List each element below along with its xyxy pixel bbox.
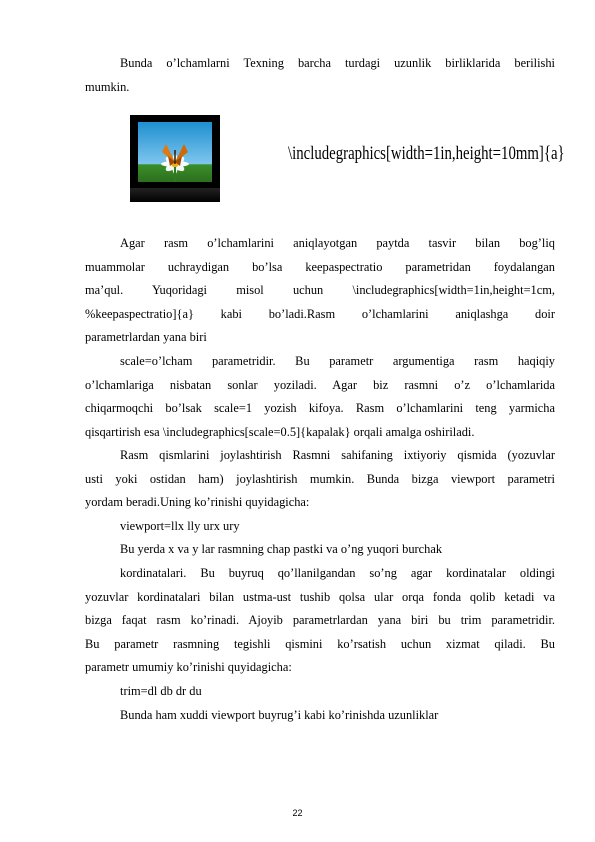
- intro-paragraph: [85, 52, 555, 76]
- butterfly-image: [130, 115, 220, 202]
- text-line: usti yoki ostidan ham) joylashtirish mumkin. Bunda bizga viewport parametri: [85, 471, 555, 486]
- text-line: parametr umumiy ko’rinishi quyidagicha:: [85, 660, 292, 674]
- paragraph-5: [85, 538, 555, 562]
- paragraph-1: [85, 232, 555, 326]
- text-line: parametrlardan yana biri: [85, 330, 207, 344]
- text-line: yordam beradi.Uning ko’rinishi quyidagicha:: [85, 495, 310, 509]
- paragraph-3: [85, 444, 555, 491]
- text-line: trim=dl db dr du: [120, 684, 202, 698]
- text-line: Agar rasm o’lchamlarini aniqlayotgan paytda tasvir bilan bog’liq: [120, 236, 555, 250]
- text-line: Bu yerda x va y lar rasmning chap pastki va o’ng yuqori burchak: [120, 542, 443, 556]
- image-frame-base: [130, 188, 220, 202]
- text-line: qisqartirish esa \includegraphics[scale=0.5]{kapalak} orqali amalga oshiriladi.: [85, 425, 475, 439]
- text-line: kordinatalari. Bu buyruq qo’llanilgandan so’ng agar kordinatalar oldingi: [120, 566, 555, 580]
- text-line: mumkin.: [85, 80, 130, 94]
- paragraph-1-end: [85, 326, 555, 350]
- text-line: Bunda ham xuddi viewport buyrug’i kabi ko’rinishda uzunliklar: [120, 708, 439, 722]
- text-line: scale=o’lcham parametridir. Bu parametr argumentiga rasm haqiqiy: [120, 354, 555, 368]
- text-line: bizga faqat rasm ko’rinadi. Ajoyib parametrlardan yana biri bu trim parametridir.: [85, 613, 555, 627]
- image-content: [138, 122, 212, 182]
- paragraph-6: [85, 562, 555, 656]
- paragraph-2: [85, 350, 555, 421]
- text-line: %keepaspectratio]{a} kabi bo’ladi.Rasm o’lchamlarini aniqlashga doir: [85, 306, 555, 321]
- paragraph-2-end: [85, 421, 555, 445]
- text-line: muammolar uchraydigan bo’lsa keepaspectratio parametridan foydalangan: [85, 259, 555, 274]
- paragraph-6-end: [85, 656, 555, 680]
- paragraph-4: [85, 515, 555, 539]
- intro-paragraph-end: [85, 76, 555, 100]
- text-line: chiqarmoqchi bo’lsak scale=1 yozish kifoya. Rasm o’lchamlarini teng yarmicha: [85, 401, 555, 415]
- paragraph-3-end: [85, 491, 555, 515]
- butterfly-flower-icon: [138, 122, 212, 182]
- paragraph-8: [85, 704, 555, 728]
- text-line: Bu parametr rasmning tegishli qismini ko’rsatish uchun xizmat qiladi. Bu: [85, 636, 555, 651]
- text-line: Bunda o’lchamlarni Texning barcha turdagi uzunlik birliklarida berilishi: [120, 56, 555, 70]
- text-line: yozuvlar kordinatalari bilan ustma-ust tushib qolsa ular orqa fonda qolib ketadi va: [85, 589, 555, 604]
- paragraph-7: [85, 680, 555, 704]
- text-line: ma’qul. Yuqoridagi misol uchun \includegraphics[width=1in,height=1cm,: [85, 283, 555, 297]
- page-number: 22: [292, 808, 303, 818]
- text-line: Rasm qismlarini joylashtirish Rasmni sahifaning ixtiyoriy qismida (yozuvlar: [120, 448, 555, 462]
- code-caption-image: \includegraphics[width=1in,height=10mm]{a}: [288, 143, 565, 164]
- text-line: viewport=llx lly urx ury: [120, 519, 240, 533]
- text-line: o’lchamlariga nisbatan sonlar yoziladi. Agar biz rasmni o’z o’lchamlarida: [85, 377, 555, 392]
